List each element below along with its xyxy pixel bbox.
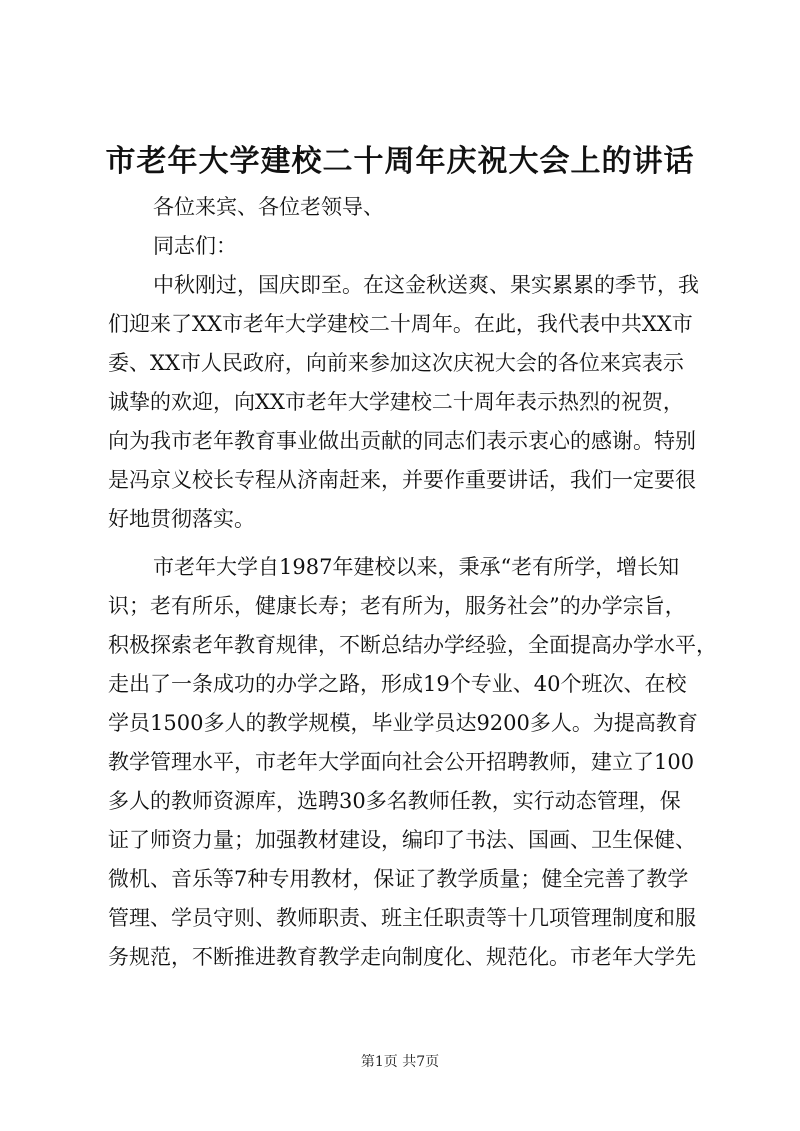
- salutation-line-2: 同志们：: [153, 234, 237, 258]
- paragraph-2-line-4: 走出了一条成功的办学之路，形成19个专业、40个班次、在校: [108, 672, 687, 696]
- paragraph-2-line-3: 积极探索老年教育规律，不断总结办学经验，全面提高办学水平，: [108, 633, 717, 657]
- paragraph-1-line-3: 委、XX市人民政府，向前来参加这次庆祝大会的各位来宾表示: [108, 351, 684, 375]
- salutation-line-1: 各位来宾、各位老领导、: [153, 195, 384, 219]
- paragraph-1-line-6: 是冯京义校长专程从济南赶来，并要作重要讲话，我们一定要很: [108, 468, 696, 492]
- paragraph-2-line-1: 市老年大学自1987年建校以来，秉承“老有所学，增长知: [153, 555, 680, 579]
- paragraph-1-line-7: 好地贯彻落实。: [108, 507, 255, 531]
- paragraph-2-line-8: 证了师资力量；加强教材建设，编印了书法、国画、卫生保健、: [108, 828, 696, 852]
- document-title: 市老年大学建校二十周年庆祝大会上的讲话: [105, 144, 695, 179]
- paragraph-2-line-5: 学员1500多人的教学规模，毕业学员达9200多人。为提高教育: [108, 711, 698, 735]
- page-number-footer: 第1页 共7页: [360, 1054, 440, 1070]
- paragraph-2-line-7: 多人的教师资源库，选聘30多名教师任教，实行动态管理，保: [108, 789, 681, 813]
- paragraph-1-line-4: 诚挚的欢迎，向XX市老年大学建校二十周年表示热烈的祝贺，: [108, 390, 684, 414]
- paragraph-2-line-9: 微机、音乐等7种专用教材，保证了教学质量；健全完善了教学: [108, 867, 689, 891]
- paragraph-2-line-2: 识；老有所乐，健康长寿；老有所为，服务社会”的办学宗旨，: [108, 594, 686, 618]
- paragraph-1-line-1: 中秋刚过，国庆即至。在这金秋送爽、果实累累的季节，我: [153, 273, 699, 297]
- paragraph-2-line-6: 教学管理水平，市老年大学面向社会公开招聘教师，建立了100: [108, 750, 695, 774]
- paragraph-2-line-11: 务规范，不断推进教育教学走向制度化、规范化。市老年大学先: [108, 945, 696, 969]
- paragraph-1-line-2: 们迎来了XX市老年大学建校二十周年。在此，我代表中共XX市: [108, 312, 693, 336]
- paragraph-2-line-10: 管理、学员守则、教师职责、班主任职责等十几项管理制度和服: [108, 906, 696, 930]
- paragraph-1-line-5: 向为我市老年教育事业做出贡献的同志们表示衷心的感谢。特别: [108, 429, 696, 453]
